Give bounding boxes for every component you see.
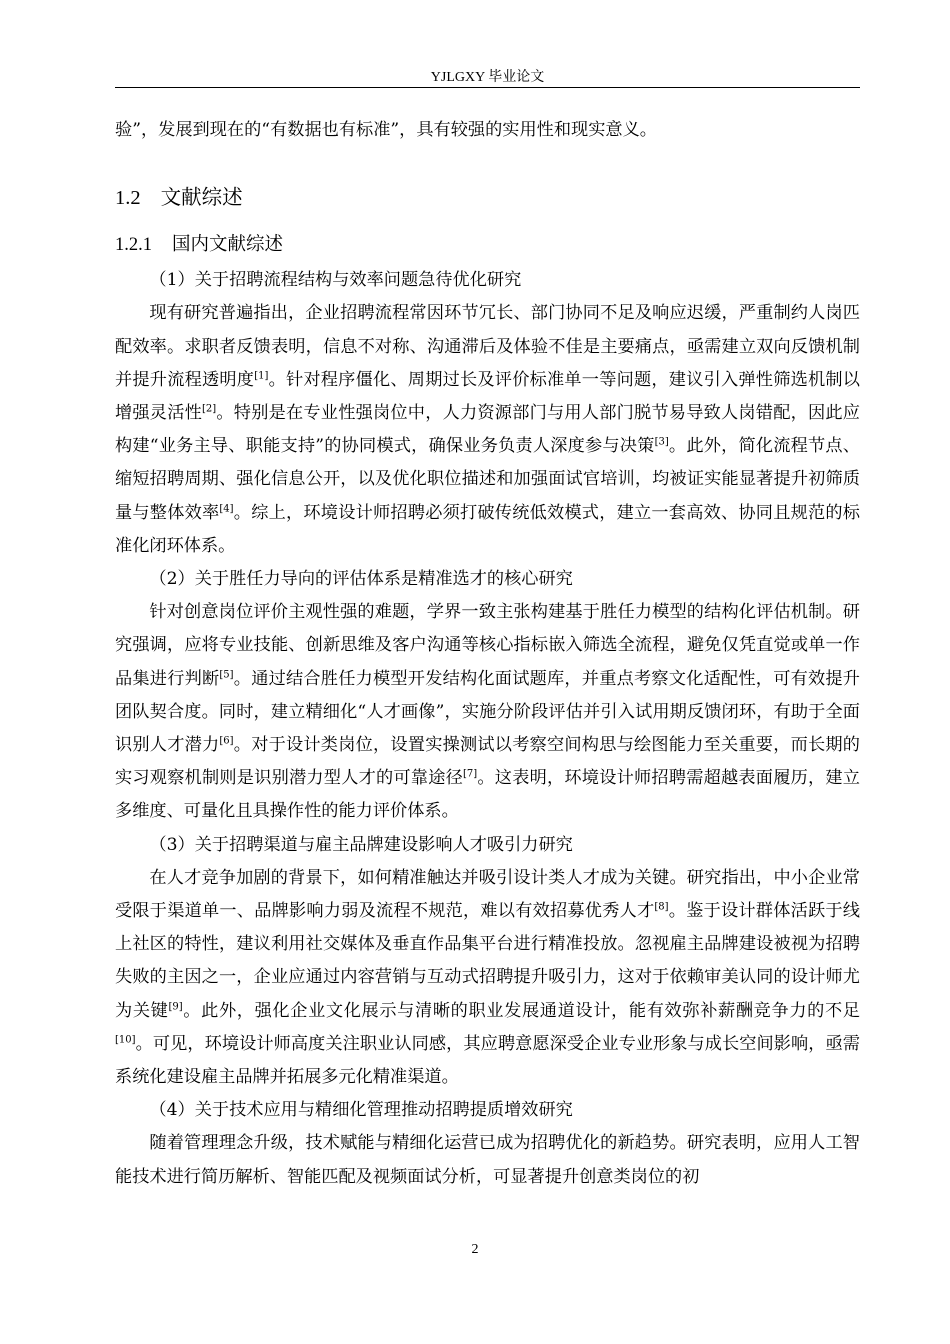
citation-ref[interactable]: [10] — [115, 1034, 136, 1046]
topic-heading: （2）关于胜任力导向的评估体系是精准选才的核心研究 — [149, 569, 573, 590]
paragraph-text: 针对创意岗位评价主观性强的难题，学界一致主张构建基于胜任力模型的结构化评估机制。研究强调，应将专业技能、创新思维及客户沟通等核心指标嵌入筛选全流程，避免仅凭直觉或单一作品集进行判断 — [115, 602, 860, 689]
paragraph-text: 。对于设计类岗位，设置实操测试以考察空间构思与绘图能力至关重要，而长期的实习观察机制则是识别潜力型人才的可靠途径 — [115, 735, 860, 789]
section-number: 1.2 — [115, 187, 141, 210]
paragraph-text: 。鉴于设计群体活跃于线上社区的特性，建议利用社交媒体及垂直作品集平台进行精准投放。忽视雇主品牌建设被视为招聘失败的主因之一，企业应通过内容营销与互动式招聘提升吸引力，这对于依赖审美认同的设计师尤为关键 — [115, 901, 860, 1021]
paragraph-text: 。综上，环境设计师招聘必须打破传统低效模式，建立一套高效、协同且规范的标准化闭环体系。 — [115, 502, 860, 556]
paragraph-text: 。通过结合胜任力模型开发结构化面试题库，并重点考察文化适配性，可有效提升团队契合度。同时，建立精细化“人才画像”，实施分阶段评估并引入试用期反馈闭环，有助于全面识别人才潜力 — [115, 668, 860, 756]
paragraph-text: 。针对程序僵化、周期过长及评价标准单一等问题，建议引入弹性筛选机制以增强灵活性 — [115, 369, 860, 424]
paragraph-text: 在人才竞争加剧的背景下，如何精准触达并吸引设计类人才成为关键。研究指出，中小企业常受限于渠道单一、品牌影响力弱及流程不规范，难以有效招募优秀人才 — [115, 867, 860, 922]
citation-ref[interactable]: [4] — [219, 502, 234, 514]
topic-paragraph — [115, 862, 860, 1094]
citation-ref[interactable]: [6] — [219, 735, 234, 747]
citation-ref[interactable]: [2] — [202, 403, 217, 415]
topic-paragraph — [115, 596, 860, 828]
topic-heading: （1）关于招聘流程结构与效率问题急待优化研究 — [149, 270, 522, 291]
topics-container — [115, 264, 860, 1194]
intro-tail-paragraph: 验”，发展到现在的“有数据也有标准”，具有较强的实用性和现实意义。 — [115, 120, 657, 140]
subsection-title: 国内文献综述 — [172, 234, 284, 256]
document-body — [115, 114, 860, 1194]
paragraph-text: 。可见，环境设计师高度关注职业认同感，其应聘意愿深受企业专业形象与成长空间影响，亟需系统化建设雇主品牌并拓展多元化精准渠道。 — [115, 1033, 860, 1088]
topic-heading: （4）关于技术应用与精细化管理推动招聘提质增效研究 — [149, 1100, 573, 1121]
section-heading — [115, 181, 860, 214]
topic-paragraph — [115, 297, 860, 563]
citation-ref[interactable]: [5] — [219, 668, 234, 680]
paragraph-text: 。此外，简化流程节点、缩短招聘周期、强化信息公开，以及优化职位描述和加强面试官培训，均被证实能显著提升初筛质量与整体效率 — [115, 436, 860, 523]
paragraph-text: 随着管理理念升级，技术赋能与精细化运营已成为招聘优化的新趋势。研究表明，应用人工智能技术进行简历解析、智能匹配及视频面试分析，可显著提升创意类岗位的初 — [115, 1133, 860, 1187]
paragraph-text: 。这表明，环境设计师招聘需超越表面履历，建立多维度、可量化且具操作性的能力评价体系。 — [115, 768, 860, 822]
section-title: 文献综述 — [160, 185, 243, 210]
paragraph-text: 。特别是在专业性强岗位中，人力资源部门与用人部门脱节易导致人岗错配，因此应构建“业务主导、职能支持”的协同模式，确保业务负责人深度参与决策 — [115, 403, 860, 457]
citation-ref[interactable]: [3] — [654, 436, 669, 448]
header-rule — [115, 87, 860, 88]
paragraph-text: 。此外，强化企业文化展示与清晰的职业发展通道设计，能有效弥补薪酬竞争力的不足 — [182, 1000, 860, 1021]
citation-ref[interactable]: [8] — [654, 901, 669, 913]
paragraph-text: 现有研究普遍指出，企业招聘流程常因环节冗长、部门协同不足及响应迟缓，严重制约人岗匹配效率。求职者反馈表明，信息不对称、沟通滞后及体验不佳是主要痛点，亟需建立双向反馈机制并提升流程透明度 — [115, 303, 860, 390]
subsection-heading — [115, 228, 860, 262]
running-header: YJLGXY 毕业论文 — [430, 70, 545, 85]
citation-ref[interactable]: [7] — [463, 768, 478, 780]
topic-heading: （3）关于招聘渠道与雇主品牌建设影响人才吸引力研究 — [149, 834, 573, 855]
citation-ref[interactable]: [9] — [168, 1000, 183, 1012]
page-number: 2 — [471, 1242, 479, 1257]
citation-ref[interactable]: [1] — [254, 370, 269, 382]
subsection-number: 1.2.1 — [115, 235, 152, 256]
topic-paragraph — [115, 1127, 860, 1193]
